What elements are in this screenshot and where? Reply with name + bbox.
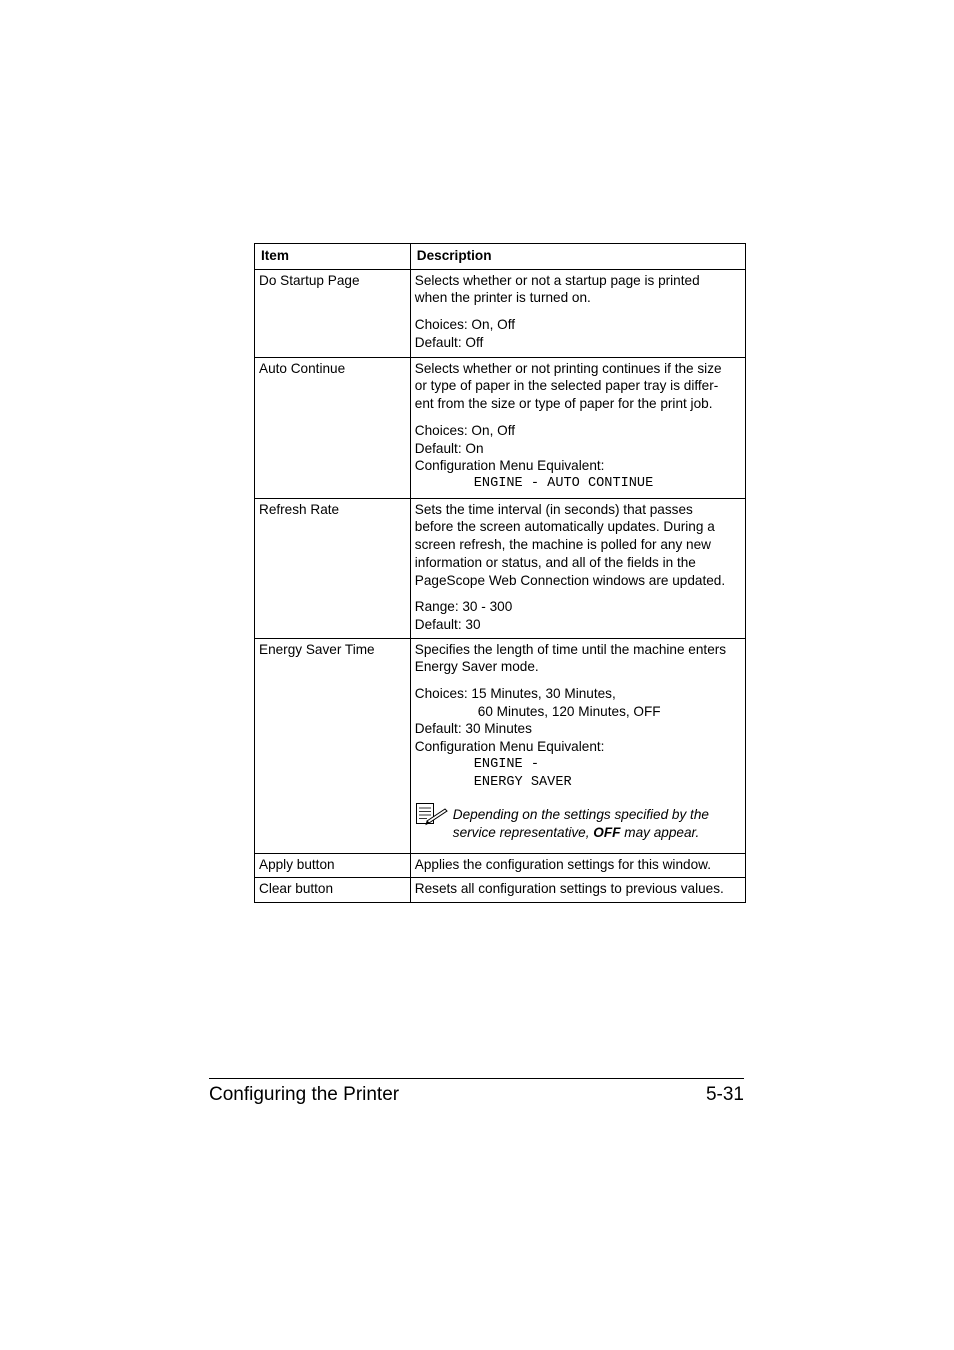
range-text: Range: 30 - 300: [414, 599, 513, 615]
description-cell: [410, 638, 745, 853]
item-cell: Apply button: [255, 853, 411, 878]
default-text: Default: 30: [414, 616, 481, 632]
choices-text: Choices: On, Off: [414, 422, 515, 438]
note-line: may appear.: [620, 824, 700, 840]
table-row: [255, 269, 746, 357]
page-footer: [209, 1078, 744, 1105]
table-row: [255, 853, 746, 878]
description-cell: Applies the configuration settings for this window.: [410, 853, 745, 878]
table-row: [255, 357, 746, 498]
choices-text: Choices: 15 Minutes, 30 Minutes,: [414, 686, 616, 702]
note-pencil-icon: [415, 802, 453, 841]
description-line: before the screen automatically updates. During a: [414, 519, 715, 535]
description-line: when the printer is turned on.: [414, 290, 591, 306]
table-header-row: [255, 244, 746, 270]
default-text: Default: Off: [414, 334, 484, 350]
config-value: ENGINE - AUTO CONTINUE: [473, 475, 654, 491]
description-line: Selects whether or not printing continues if the size: [414, 360, 722, 376]
item-cell: Refresh Rate: [255, 498, 411, 638]
description-line: Sets the time interval (in seconds) that passes: [414, 501, 693, 517]
default-text: Default: 30 Minutes: [414, 721, 532, 737]
table-row: [255, 878, 746, 903]
default-text: Default: On: [414, 440, 484, 456]
footer-title: Configuring the Printer: [209, 1084, 400, 1105]
note-line: service representative,: [452, 824, 594, 840]
note-line: Depending on the settings specified by the: [452, 806, 709, 822]
config-value: ENERGY SAVER: [473, 775, 572, 791]
item-cell: Do Startup Page: [255, 269, 411, 357]
description-line: PageScope Web Connection windows are updated.: [414, 572, 726, 588]
note-emphasis: OFF: [593, 824, 621, 840]
item-cell: Auto Continue: [255, 357, 411, 498]
item-cell: Energy Saver Time: [255, 638, 411, 853]
header-item: Item: [255, 244, 411, 270]
table-row: [255, 638, 746, 853]
settings-table: [254, 243, 746, 903]
description-cell: [410, 357, 745, 498]
item-cell: Clear button: [255, 878, 411, 903]
config-label: Configuration Menu Equivalent:: [414, 739, 605, 755]
description-line: Specifies the length of time until the machine enters: [414, 641, 727, 657]
config-label: Configuration Menu Equivalent:: [414, 458, 605, 474]
description-line: ent from the size or type of paper for the print job.: [414, 396, 713, 412]
description-line: Energy Saver mode.: [414, 659, 539, 675]
config-value: ENGINE -: [473, 756, 540, 772]
description-line: screen refresh, the machine is polled for any new: [414, 537, 711, 553]
description-line: or type of paper in the selected paper tray is differ-: [414, 378, 719, 394]
note-text: [453, 802, 741, 841]
description-cell: [410, 498, 745, 638]
table-row: [255, 498, 746, 638]
description-line: information or status, and all of the fields in the: [414, 554, 696, 570]
choices-text-continued: 60 Minutes, 120 Minutes, OFF: [477, 703, 661, 719]
description-cell: Resets all configuration settings to previous values.: [410, 878, 745, 903]
header-description: Description: [410, 244, 745, 270]
page-number: 5-31: [705, 1084, 744, 1105]
description-cell: [410, 269, 745, 357]
description-line: Selects whether or not a startup page is printed: [414, 272, 700, 288]
choices-text: Choices: On, Off: [414, 317, 515, 333]
note: [415, 802, 741, 841]
